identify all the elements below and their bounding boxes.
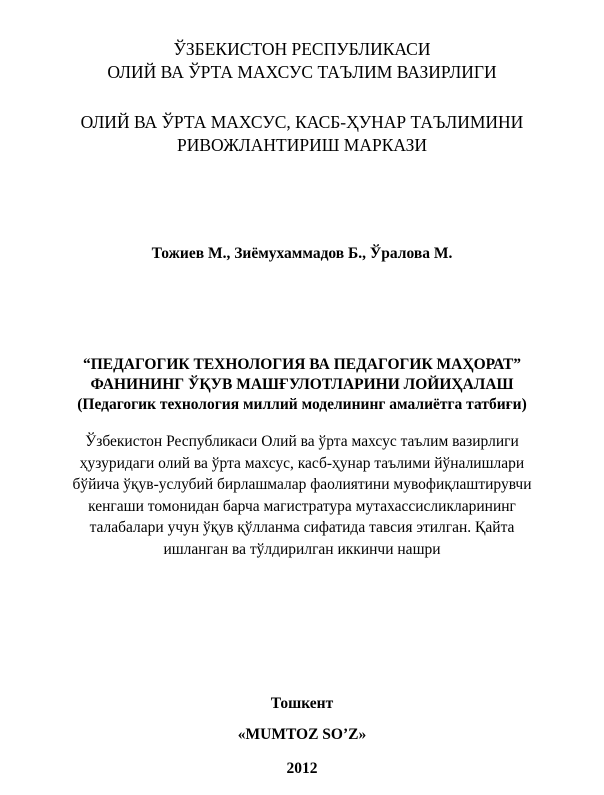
imprint (0, 693, 604, 779)
imprint-city: Тошкент (270, 695, 334, 712)
description-line-1: Ўзбекистон Республикаси Олий ва ўрта махсус таълим вазирлиги (85, 433, 519, 450)
description-line-5: талабалари учун ўқув қўлланма сифатида тавсия этилган. Қайта (89, 519, 515, 536)
description-line-4: кенгаши томонидан барча магистратура мутахассисликларининг (88, 497, 516, 515)
center-line-1: ОЛИЙ ВА ЎРТА МАХСУС, КАСБ-ҲУНАР ТАЪЛИМИНИ (80, 112, 524, 132)
title-line-2: ФАНИНИНГ ЎҚУВ МАШҒУЛОТЛАРИНИ ЛОЙИҲАЛАШ (90, 376, 514, 393)
ministry-line-1: ЎЗБЕКИСТОН РЕСПУБЛИКАСИ (173, 39, 431, 59)
imprint-year: 2012 (286, 760, 318, 777)
description-line-3: бўйича ўқув-услубий бирлашмалар фаолиятини мувофиқлаштирувчи (72, 476, 532, 493)
center-header (0, 111, 604, 157)
authors-line: Тожиев М., Зиёмухаммадов Б., Ўралова М. (151, 245, 453, 262)
ministry-header (0, 38, 604, 84)
title-subtitle: (Педагогик технология миллий моделининг амалиётга татбиғи) (77, 396, 527, 413)
imprint-publisher: «MUMTOZ SO’Z» (237, 726, 367, 743)
ministry-line-2: ОЛИЙ ВА ЎРТА МАХСУС ТАЪЛИМ ВАЗИРЛИГИ (107, 62, 497, 82)
book-title (0, 355, 604, 415)
description-line-2: ҳузуридаги олий ва ўрта махсус, касб-ҳунар таълими йўналишлари (79, 454, 525, 472)
description-line-6: ишланган ва тўлдирилган иккинчи нашри (163, 540, 441, 558)
title-line-1: “ПЕДАГОГИК ТЕХНОЛОГИЯ ВА ПЕДАГОГИК МАҲОРАТ” (82, 356, 522, 373)
authors (0, 244, 604, 264)
center-line-2: РИВОЖЛАНТИРИШ МАРКАЗИ (176, 135, 427, 155)
approval-description (0, 431, 604, 560)
